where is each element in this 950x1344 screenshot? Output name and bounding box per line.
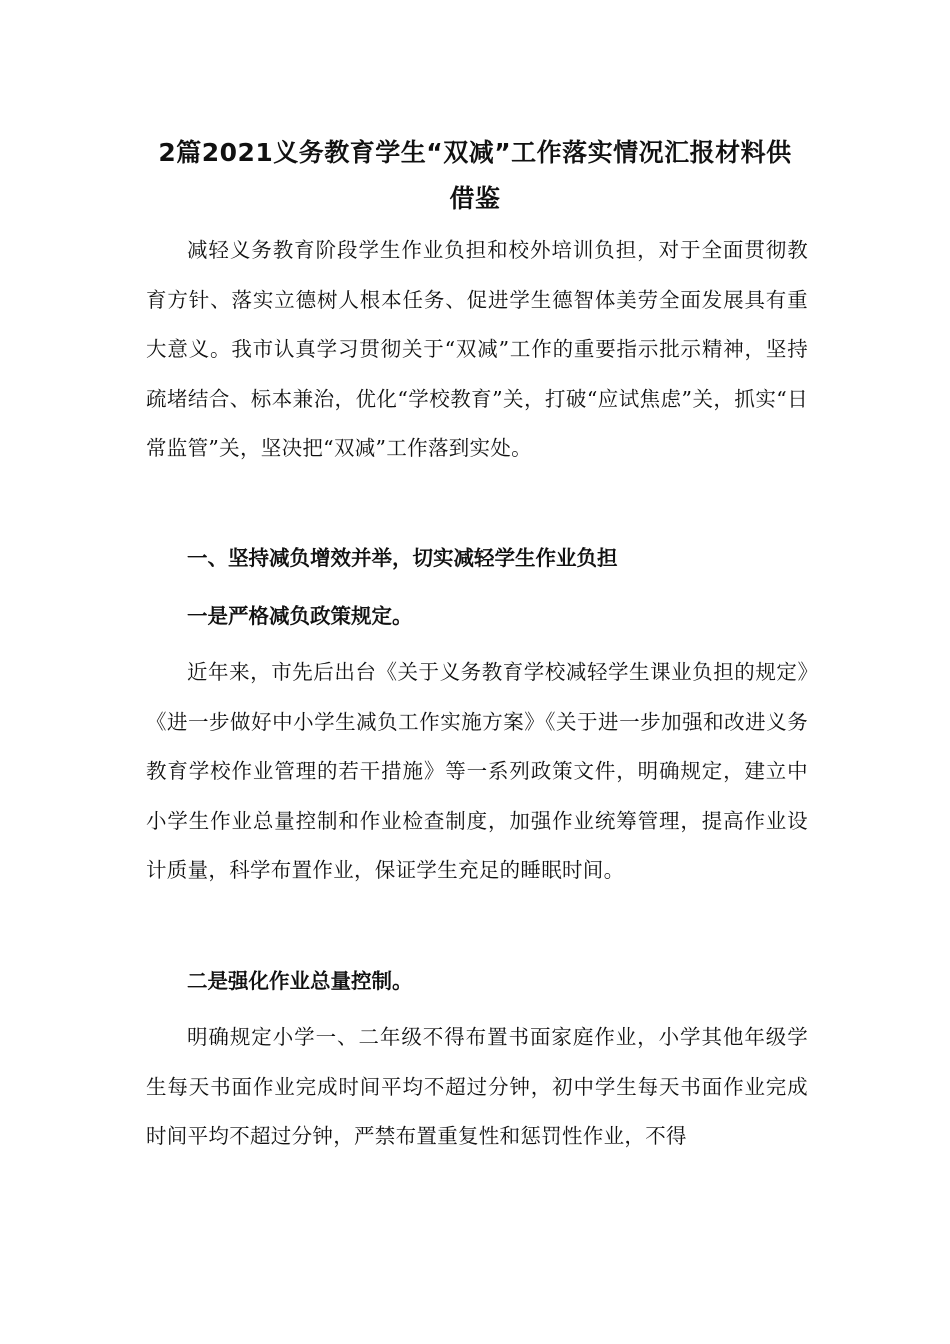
document-title-line1: 2篇2021义务教育学生“双减”工作落实情况汇报材料供 bbox=[158, 138, 792, 167]
intro-paragraph: 减轻义务教育阶段学生作业负担和校外培训负担，对于全面贯彻教育方针、落实立德树人根本任务、促进学生德智体美劳全面发展具有重大意义。我市认真学习贯彻关于“双减”工作的重要指示批示精神，坚持疏堵结合、标本兼治，优化“学校教育”关，打破“应试焦虑”关，抓实“日常监管”关，坚决把“双减”工作落到实处。 bbox=[146, 238, 808, 461]
item-2-paragraph: 明确规定小学一、二年级不得布置书面家庭作业，小学其他年级学生每天书面作业完成时间平均不超过分钟，初中学生每天书面作业完成时间平均不超过分钟，严禁布置重复性和惩罚性作业，不得 bbox=[146, 1025, 808, 1149]
document-title-line2: 借鉴 bbox=[449, 184, 501, 213]
section-heading-1: 一、坚持减负增效并举，切实减轻学生作业负担 bbox=[187, 546, 618, 570]
item-1-paragraph: 近年来，市先后出台《关于义务教育学校减轻学生课业负担的规定》《进一步做好中小学生减负工作实施方案》《关于进一步加强和改进义务教育学校作业管理的若干措施》等一系列政策文件，明确规定，建立中小学生作业总量控制和作业检查制度，加强作业统筹管理，提高作业设计质量，科学布置作业，保证学生充足的睡眠时间。 bbox=[146, 660, 808, 883]
subheading-item-2: 二是强化作业总量控制。 bbox=[187, 969, 413, 993]
subheading-item-1: 一是严格减负政策规定。 bbox=[187, 604, 413, 628]
